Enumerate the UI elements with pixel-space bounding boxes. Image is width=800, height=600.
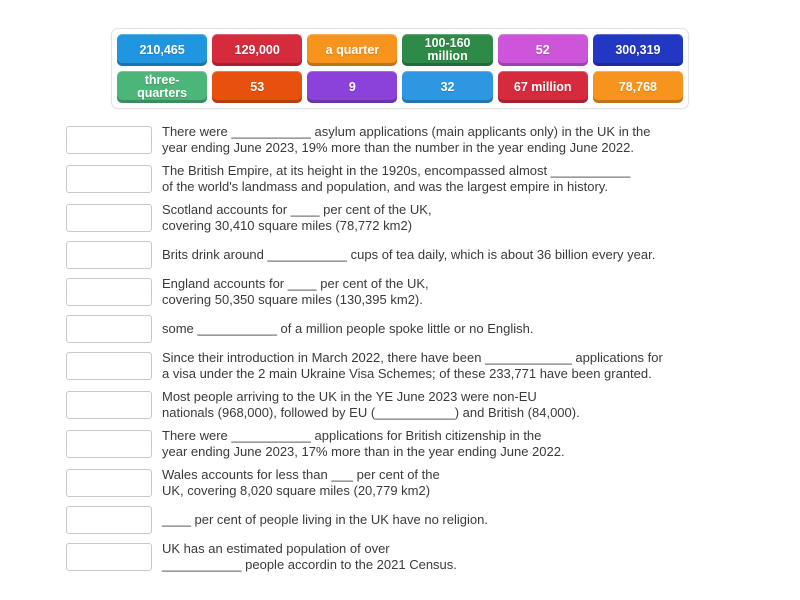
question-text bbox=[162, 512, 488, 528]
answer-drop-box[interactable] bbox=[66, 126, 152, 154]
answer-drop-box[interactable] bbox=[66, 391, 152, 419]
answer-drop-box[interactable] bbox=[66, 315, 152, 343]
question-line: of the world's landmass and population, and was the largest empire in history. bbox=[162, 179, 608, 194]
question-line: There were ___________ applications for British citizenship in the bbox=[162, 428, 542, 443]
word-bank bbox=[111, 28, 689, 109]
question-line: UK, covering 8,020 square miles (20,779 km2) bbox=[162, 483, 431, 498]
question-text bbox=[162, 321, 533, 337]
question-row bbox=[66, 350, 756, 382]
question-line: Most people arriving to the UK in the YE June 2023 were non-EU bbox=[162, 389, 537, 404]
question-row bbox=[66, 163, 756, 195]
question-line: Scotland accounts for ____ per cent of the UK, bbox=[162, 202, 432, 217]
answer-chip[interactable]: 129,000 bbox=[212, 34, 302, 66]
answer-drop-box[interactable] bbox=[66, 469, 152, 497]
question-line: covering 50,350 square miles (130,395 km2). bbox=[162, 292, 423, 307]
answer-drop-box[interactable] bbox=[66, 543, 152, 571]
question-line: Brits drink around ___________ cups of tea daily, which is about 36 billion every year. bbox=[162, 247, 656, 262]
question-text bbox=[162, 247, 655, 263]
question-line: UK has an estimated population of over bbox=[162, 541, 390, 556]
question-line: The British Empire, at its height in the 1920s, encompassed almost ___________ bbox=[162, 163, 631, 178]
answer-drop-box[interactable] bbox=[66, 352, 152, 380]
answer-chip[interactable]: 32 bbox=[402, 71, 492, 103]
question-line: Since their introduction in March 2022, there have been ____________ applications for bbox=[162, 350, 663, 365]
answer-chip[interactable]: 53 bbox=[212, 71, 302, 103]
question-row bbox=[66, 541, 756, 573]
answer-chip[interactable]: a quarter bbox=[307, 34, 397, 66]
question-list bbox=[66, 124, 756, 573]
question-line: England accounts for ____ per cent of the UK, bbox=[162, 276, 429, 291]
word-bank-grid bbox=[117, 34, 683, 103]
question-line: year ending June 2023, 19% more than the number in the year ending June 2022. bbox=[162, 140, 634, 155]
question-line: There were ___________ asylum applications (main applicants only) in the UK in the bbox=[162, 124, 651, 139]
question-line: a visa under the 2 main Ukraine Visa Schemes; of these 233,771 have been granted. bbox=[162, 366, 652, 381]
question-row bbox=[66, 124, 756, 156]
question-row bbox=[66, 276, 756, 308]
answer-chip[interactable]: 210,465 bbox=[117, 34, 207, 66]
question-row bbox=[66, 315, 756, 343]
answer-chip[interactable]: 100-160 million bbox=[402, 34, 492, 66]
question-line: nationals (968,000), followed by EU (___________) and British (84,000). bbox=[162, 405, 580, 420]
question-text bbox=[162, 467, 440, 499]
answer-chip[interactable]: 300,319 bbox=[593, 34, 683, 66]
answer-chip[interactable]: 52 bbox=[498, 34, 588, 66]
question-line: year ending June 2023, 17% more than in the year ending June 2022. bbox=[162, 444, 565, 459]
question-row bbox=[66, 241, 756, 269]
answer-drop-box[interactable] bbox=[66, 278, 152, 306]
question-row bbox=[66, 202, 756, 234]
answer-drop-box[interactable] bbox=[66, 241, 152, 269]
question-text bbox=[162, 163, 630, 195]
question-row bbox=[66, 428, 756, 460]
question-text bbox=[162, 389, 580, 421]
question-row bbox=[66, 389, 756, 421]
question-text bbox=[162, 124, 651, 156]
answer-drop-box[interactable] bbox=[66, 165, 152, 193]
question-text bbox=[162, 428, 565, 460]
question-text bbox=[162, 350, 663, 382]
question-line: covering 30,410 square miles (78,772 km2) bbox=[162, 218, 413, 233]
answer-drop-box[interactable] bbox=[66, 430, 152, 458]
question-line: Wales accounts for less than ___ per cent of the bbox=[162, 467, 440, 482]
answer-drop-box[interactable] bbox=[66, 506, 152, 534]
question-line: ____ per cent of people living in the UK have no religion. bbox=[162, 512, 488, 527]
answer-chip[interactable]: 9 bbox=[307, 71, 397, 103]
question-line: ___________ people accordin to the 2021 Census. bbox=[162, 557, 457, 572]
answer-drop-box[interactable] bbox=[66, 204, 152, 232]
question-row bbox=[66, 467, 756, 499]
answer-chip[interactable]: 78,768 bbox=[593, 71, 683, 103]
question-text bbox=[162, 276, 429, 308]
question-row bbox=[66, 506, 756, 534]
question-text bbox=[162, 541, 457, 573]
question-text bbox=[162, 202, 432, 234]
answer-chip[interactable]: three-quarters bbox=[117, 71, 207, 103]
question-line: some ___________ of a million people spoke little or no English. bbox=[162, 321, 534, 336]
answer-chip[interactable]: 67 million bbox=[498, 71, 588, 103]
